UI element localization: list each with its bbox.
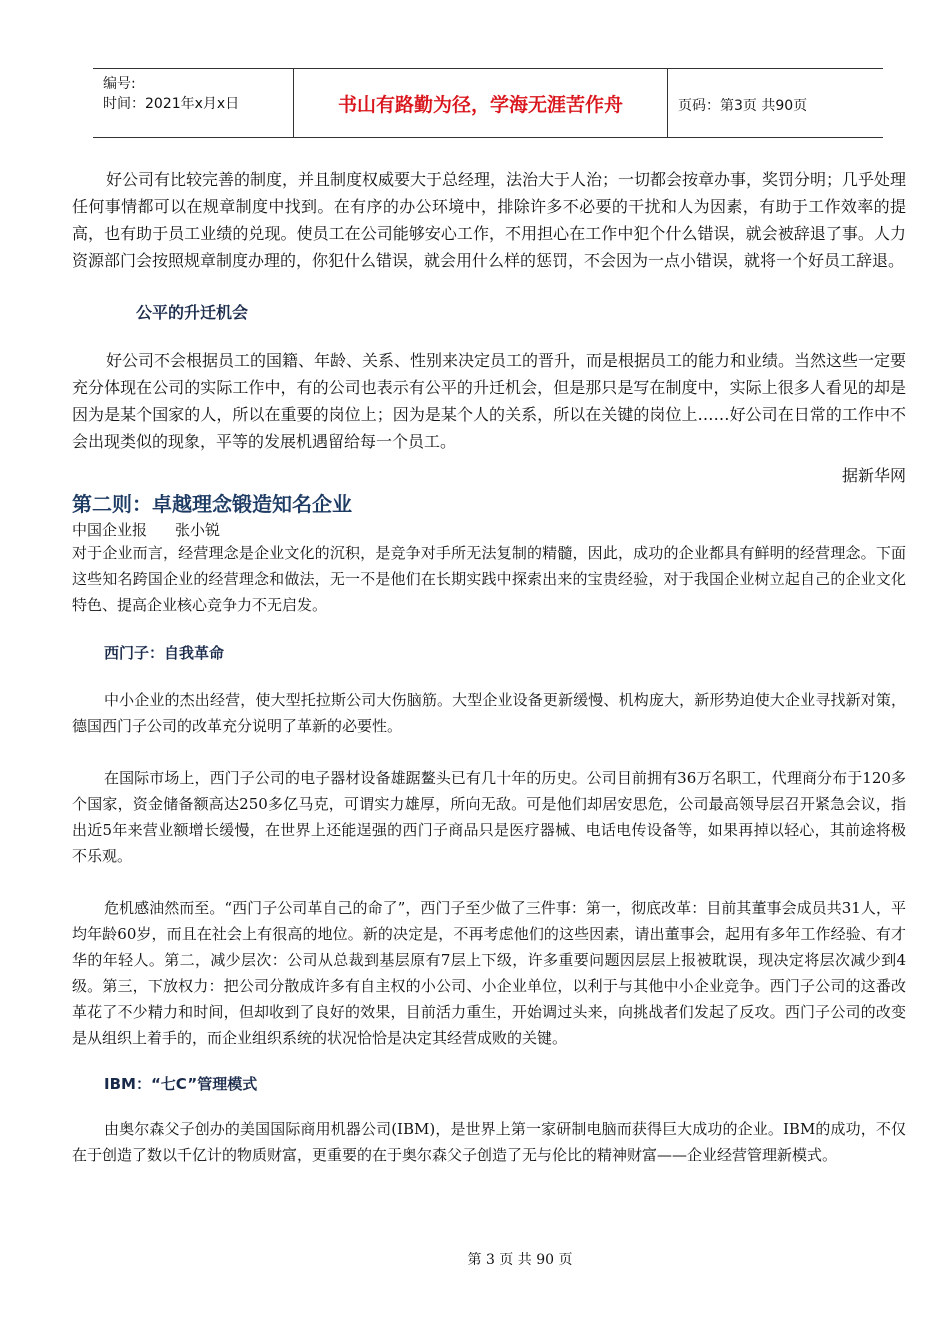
- source-attribution: 据新华网: [841, 466, 906, 485]
- paragraph: 好公司有比较完善的制度，并且制度权威要大于总经理，法治大于人治；一切都会按章办事，奖罚分明；几乎处理任何事情都可以在规章制度中找到。在有序的办公环境中，排除许多不必要的干扰和人为因素，有助于工作效率的提高，也有助于员工业绩的兑现。使员工在公司能够安心工作，不用担心在工作中犯个什么错误，就会被辞退了事。人力资源部门会按照规章制度办理的，你犯什么错误，就会用什么样的惩罚，不会因为一点小错误，就将一个好员工辞退。: [72, 170, 907, 270]
- document-number-label: 编号:: [103, 76, 136, 92]
- page-footer: 第 3 页 共 90 页: [467, 1252, 573, 1268]
- paragraph: 中小企业的杰出经营，使大型托拉斯公司大伤脑筋。大型企业设备更新缓慢、机构庞大，新形势迫使大企业寻找新对策，德国西门子公司的改革充分说明了革新的必要性。: [72, 691, 906, 735]
- header-left-cell: [93, 69, 294, 137]
- paragraph: 在国际市场上，西门子公司的电子器材设备雄踞鳌头已有几十年的历史。公司目前拥有36万名职工，代理商分布于120多个国家，资金储备额高达250多亿马克，可谓实力雄厚，所向无敌。可是他们却居安思危，公司最高领导层召开紧急会议，指出近5年来营业额增长缓慢，在世界上还能逞强的西门子商品只是医疗器械、电话电传设备等，如果再掉以轻心，其前途将极不乐观。: [72, 769, 906, 865]
- document-date-label: 时间：2021年x月x日: [103, 96, 240, 112]
- subheading-siemens: 西门子：自我革命: [104, 644, 225, 662]
- document-body: [72, 166, 906, 1168]
- author-name: 张小锐: [175, 521, 221, 539]
- publication-name: 中国企业报: [72, 521, 148, 539]
- byline: [72, 519, 906, 540]
- paragraph: 由奥尔森父子创办的美国国际商用机器公司(IBM)，是世界上第一家研制电脑而获得巨大成功的企业。IBM的成功，不仅在于创造了数以千亿计的物质财富，更重要的在于奥尔森父子创造了无与伦比的精神财富——企业经营管理新模式。: [72, 1120, 906, 1164]
- header-right-cell: [668, 69, 883, 137]
- section-title: 第二则：卓越理念锻造知名企业: [72, 492, 352, 516]
- subheading-promotion: 公平的升迁机会: [136, 303, 249, 322]
- header-motto-cell: [294, 69, 668, 137]
- paragraph: 好公司不会根据员工的国籍、年龄、关系、性别来决定员工的晋升，而是根据员工的能力和业绩。当然这些一定要充分体现在公司的实际工作中，有的公司也表示有公平的升迁机会，但是那只是写在制度中，实际上很多人看见的却是因为是某个国家的人，所以在重要的岗位上；因为是某个人的关系，所以在关键的岗位上……好公司在日常的工作中不会出现类似的现象，平等的发展机遇留给每一个员工。: [72, 351, 907, 451]
- intro-paragraph: 对于企业而言，经营理念是企业文化的沉积，是竞争对手所无法复制的精髓，因此，成功的企业都具有鲜明的经营理念。下面这些知名跨国企业的经营理念和做法，无一不是他们在长期实践中探索出来的宝贵经验，对于我国企业树立起自己的企业文化特色、提高企业核心竞争力不无启发。: [72, 544, 906, 614]
- subheading-ibm: IBM：“七C”管理模式: [104, 1075, 258, 1093]
- page-header: [93, 68, 883, 138]
- header-page-label: 页码：第3页 共90页: [678, 98, 808, 114]
- paragraph: 危机感油然而至。“西门子公司革自己的命了”，西门子至少做了三件事：第一，彻底改革：目前其董事会成员共31人，平均年龄60岁，而且在社会上有很高的地位。新的决定是，不再考虑他们的这些因素，请出董事会，起用有多年工作经验、有才华的年轻人。第二，减少层次：公司从总裁到基层原有7层上下级，许多重要问题因层层上报被耽误，现决定将层次减少到4级。第三，下放权力：把公司分散成许多有自主权的小公司、小企业单位，以利于与其他中小企业竞争。西门子公司的这番改革花了不少精力和时间，但却收到了良好的效果，目前活力重生，开始调过头来，向挑战者们发起了反攻。西门子公司的改变是从组织上着手的，而企业组织系统的状况恰恰是决定其经营成败的关键。: [72, 899, 906, 1047]
- header-motto: 书山有路勤为径，学海无涯苦作舟: [337, 93, 623, 116]
